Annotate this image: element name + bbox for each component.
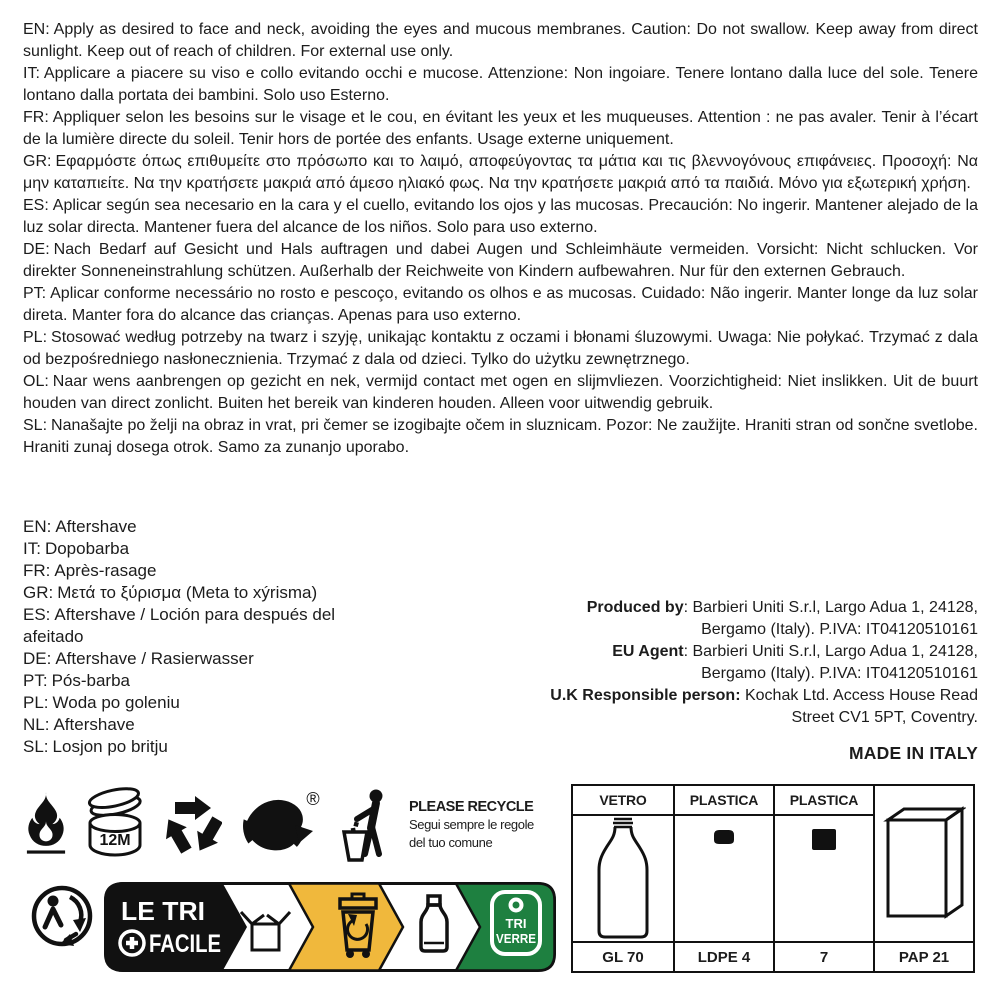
product-name bbox=[23, 538, 363, 560]
table-col-plastica-2 bbox=[773, 786, 873, 971]
table-col-carta bbox=[873, 786, 973, 971]
instruction-es bbox=[23, 195, 978, 239]
material-code: 7 bbox=[775, 941, 873, 971]
name-text: Dopobarba bbox=[44, 539, 130, 558]
lang-label: FR: bbox=[23, 109, 49, 126]
plastic-cap-icon bbox=[711, 828, 737, 846]
lang-label: DE: bbox=[23, 649, 52, 668]
glass-label-line2: VERRE bbox=[496, 931, 537, 946]
lang-label: IT: bbox=[23, 65, 40, 82]
banner-title-line1: LE TRI bbox=[121, 896, 205, 926]
name-text: Aftershave / Rasierwasser bbox=[55, 649, 254, 668]
instruction-pt bbox=[23, 283, 978, 327]
cardboard-box-icon bbox=[882, 804, 966, 924]
product-name bbox=[23, 736, 363, 758]
recycle-note-title: PLEASE RECYCLE bbox=[409, 799, 534, 815]
lang-label: ES: bbox=[23, 197, 49, 214]
instruction-text: Nach Bedarf auf Gesicht und Hals auftragen und dabei Augen und Schleimhäute vermeiden. Vorsicht: Nicht schlucken. Vor direkter Sonneneinstrahlung schützen. Außerhalb der Reichweite von Kindern aufbewahren. Nur für den externen Gebrauch. bbox=[23, 241, 978, 280]
lang-label: EN: bbox=[23, 21, 50, 38]
product-name bbox=[23, 648, 363, 670]
registered-mark: ® bbox=[306, 789, 320, 809]
name-text: Aftershave bbox=[55, 517, 137, 536]
instruction-text: Stosować według potrzeby na twarz i szyję, unikając kontaktu z oczami i błonami śluzowymi. Uwaga: Nie połykać. Trzymać z dala od bezpośredniego nasłonecznienia. Trzymać z dala od dzieci. Tylko do użytku zewnętrznego. bbox=[23, 329, 978, 368]
made-in-italy: MADE IN ITALY bbox=[849, 743, 978, 763]
instructions-block bbox=[23, 19, 978, 459]
material-header: PLASTICA bbox=[775, 786, 873, 816]
product-name bbox=[23, 714, 363, 736]
eu-agent-value: : Barbieri Uniti S.r.l, Largo Adua 1, 24128, Bergamo (Italy). P.IVA: IT04120510161 bbox=[683, 643, 978, 682]
packaging-table bbox=[571, 784, 975, 973]
instruction-text: Appliquer selon les besoins sur le visage et le cou, en évitant les yeux et les muqueuses. Attention : ne pas avaler. Tenir à l’écart de la lumière directe du soleil. Tenir hors de portée des enfants. Usage externe uniquement. bbox=[23, 109, 978, 148]
flammable-icon bbox=[26, 789, 66, 861]
lang-label: GR: bbox=[23, 153, 52, 170]
material-code: PAP 21 bbox=[875, 941, 973, 971]
name-text: Aftershave / Loción para después del afeitado bbox=[23, 605, 336, 646]
instruction-sl bbox=[23, 415, 978, 459]
eu-agent-line bbox=[546, 641, 978, 685]
recycle-note-line2: del tuo comune bbox=[409, 835, 493, 850]
product-name bbox=[23, 560, 363, 582]
instruction-text: Apply as desired to face and neck, avoiding the eyes and mucous membranes. Caution: Do not swallow. Keep away from direct sunlight. Keep out of reach of children. For external use only. bbox=[23, 21, 978, 60]
table-col-plastica-1 bbox=[673, 786, 773, 971]
tidy-man-icon bbox=[342, 788, 390, 862]
uk-responsible-label: U.K Responsible person: bbox=[550, 687, 741, 704]
name-text: Woda po goleniu bbox=[52, 693, 180, 712]
lang-label: PT: bbox=[23, 285, 47, 302]
lang-label: NL: bbox=[23, 715, 50, 734]
material-code: GL 70 bbox=[573, 941, 673, 971]
instruction-text: Applicare a piacere su viso e collo evitando occhi e mucose. Attenzione: Non ingoiare. Tenere lontano dalla luce del sole. Tenere lontano dalla portata dei bambini. Solo uso Esterno. bbox=[23, 65, 978, 104]
lang-label: OL: bbox=[23, 373, 49, 390]
product-name bbox=[23, 516, 363, 538]
lang-label: PL: bbox=[23, 693, 49, 712]
produced-by-value: : Barbieri Uniti S.r.l, Largo Adua 1, 24128, Bergamo (Italy). P.IVA: IT04120510161 bbox=[683, 599, 978, 638]
instruction-fr bbox=[23, 107, 978, 151]
product-name bbox=[23, 582, 363, 604]
name-text: Après-rasage bbox=[54, 561, 157, 580]
instruction-en bbox=[23, 19, 978, 63]
pao-label: 12M bbox=[99, 832, 131, 849]
instruction-nl bbox=[23, 371, 978, 415]
instruction-pl bbox=[23, 327, 978, 371]
lang-label: SL: bbox=[23, 737, 49, 756]
lang-label: ES: bbox=[23, 605, 51, 624]
period-after-opening-icon bbox=[85, 787, 145, 863]
table-col-vetro bbox=[573, 786, 673, 971]
produced-by-line bbox=[546, 597, 978, 641]
lang-label: DE: bbox=[23, 241, 50, 258]
name-text: Pós-barba bbox=[51, 671, 130, 690]
instruction-text: Εφαρμόστε όπως επιθυμείτε στο πρόσωπο και το λαιμό, αποφεύγοντας τα μάτια και τις βλεννογόνους επιφάνειες. Προσοχή: Να μην καταπιείτε. Να την κρατήσετε μακριά από άμεσο ηλιακό φως. Να την κρατήσετε μακριά από τα παιδιά. Μόνο για εξωτερική χρήση. bbox=[23, 153, 978, 192]
producer-block bbox=[546, 597, 978, 764]
recycling-mobius-icon bbox=[164, 795, 222, 855]
name-text: Aftershave bbox=[53, 715, 135, 734]
instruction-text: Naar wens aanbrengen op gezicht en nek, vermijd contact met ogen en slijmvliezen. Voorzichtigheid: Niet inslikken. Uit de buurt houden van direct zonlicht. Buiten het bereik van kinderen houden. Alleen voor uitwendig gebruik. bbox=[23, 373, 978, 412]
lang-label: PT: bbox=[23, 671, 48, 690]
glass-label-line1: TRI bbox=[505, 916, 527, 931]
lang-label: PL: bbox=[23, 329, 48, 346]
recycle-note-line1: Segui sempre le regole bbox=[409, 817, 534, 832]
product-names-block bbox=[23, 516, 363, 758]
glass-bottle-icon bbox=[594, 817, 652, 941]
banner-title-line2: FACILE bbox=[149, 930, 221, 958]
green-dot-icon bbox=[241, 789, 323, 861]
lang-label: FR: bbox=[23, 561, 51, 580]
instruction-it bbox=[23, 63, 978, 107]
product-name bbox=[23, 670, 363, 692]
name-text: Μετά το ξύρισμα (Meta to xýrisma) bbox=[57, 583, 318, 602]
instruction-text: Nanašajte po želji na obraz in vrat, pri čemer se izogibajte očem in sluznicam. Pozor: Ne zaužijte. Hraniti stran od sončne svetlobe. Hraniti zunaj dosega otrok. Samo za zunanjo uporabo. bbox=[23, 417, 978, 456]
instruction-text: Aplicar según sea necesario en la cara y el cuello, evitando los ojos y las mucosas. Precaución: No ingerir. Mantener alejado de la luz solar directa. Mantener fuera del alcance de los niños. Solo para uso externo. bbox=[23, 197, 978, 236]
uk-responsible-line bbox=[546, 685, 978, 729]
lang-label: GR: bbox=[23, 583, 54, 602]
material-header: PLASTICA bbox=[675, 786, 773, 816]
plastic-square-icon bbox=[811, 828, 837, 851]
recycle-note bbox=[409, 798, 543, 852]
instruction-gr bbox=[23, 151, 978, 195]
name-text: Losjon po britju bbox=[52, 737, 168, 756]
uk-responsible-value: Kochak Ltd. Access House Read Street CV1 5PT, Coventry. bbox=[740, 687, 978, 726]
material-code: LDPE 4 bbox=[675, 941, 773, 971]
lang-label: IT: bbox=[23, 539, 41, 558]
instruction-text: Aplicar conforme necessário no rosto e pescoço, evitando os olhos e as mucosas. Cuidado: Não ingerir. Manter longe da luz solar direta. Manter fora do alcance das crianças. Apenas para uso externo. bbox=[23, 285, 978, 324]
material-header: VETRO bbox=[573, 786, 673, 816]
product-name bbox=[23, 604, 363, 648]
produced-by-label: Produced by bbox=[586, 599, 684, 616]
symbols-row bbox=[26, 786, 543, 864]
lang-label: SL: bbox=[23, 417, 48, 434]
instruction-de bbox=[23, 239, 978, 283]
sorting-banner bbox=[104, 882, 556, 972]
product-name bbox=[23, 692, 363, 714]
lang-label: EN: bbox=[23, 517, 52, 536]
eu-agent-label: EU Agent bbox=[612, 643, 684, 660]
triman-icon bbox=[30, 884, 94, 948]
